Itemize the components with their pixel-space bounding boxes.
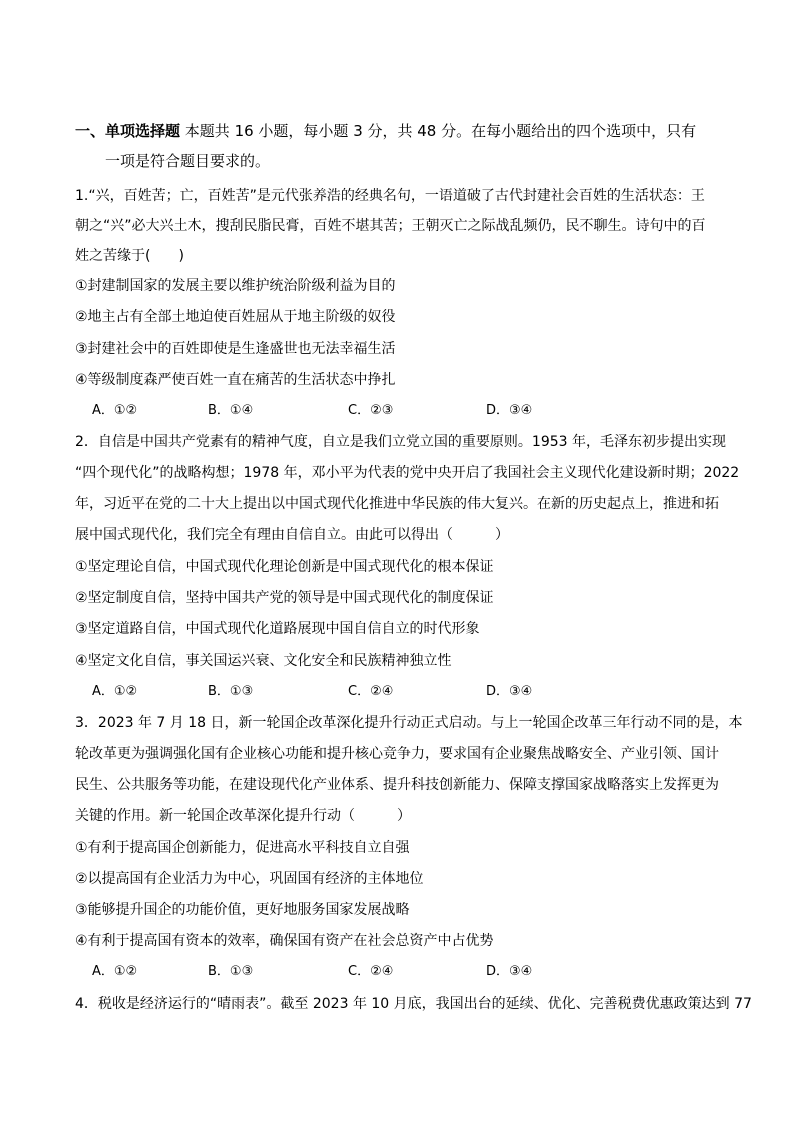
- question-2-stem-line-2: “四个现代化”的战略构想；1978 年，邓小平为代表的党中央开启了我国社会主义现代化建设新时期；2022: [75, 465, 740, 481]
- question-3-stem-line-4: 关键的作用。新一轮国企改革深化提升行动（ ）: [75, 808, 411, 824]
- question-3-option-c[interactable]: C．②④: [348, 964, 394, 979]
- question-4-stem-line-1: 4．税收是经济运行的“晴雨表”。截至 2023 年 10 月底，我国出台的延续、优化、完善税费优惠政策达到 77: [75, 996, 752, 1012]
- question-3-option-a[interactable]: A．①②: [92, 964, 138, 979]
- question-3-statement-1: ①有利于提高国企创新能力，促进高水平科技自立自强: [75, 840, 410, 856]
- question-2-option-c[interactable]: C．②④: [348, 684, 394, 699]
- question-1-option-b[interactable]: B．①④: [208, 403, 254, 418]
- section-heading: 一、单项选择题: [75, 122, 181, 140]
- question-3-statement-4: ④有利于提高国有资本的效率，确保国有资产在社会总资产中占优势: [75, 933, 494, 949]
- question-2-option-d[interactable]: D．③④: [486, 684, 533, 699]
- question-1-stem-line-1: 1.“兴，百姓苦；亡，百姓苦”是元代张养浩的经典名句，一语道破了古代封建社会百姓的生活状态：王: [75, 188, 705, 204]
- question-3-option-d[interactable]: D．③④: [486, 964, 533, 979]
- question-3-statement-2: ②以提高国有企业活力为中心，巩固国有经济的主体地位: [75, 871, 424, 887]
- question-2-stem-line-1: 2．自信是中国共产党素有的精神气度，自立是我们立党立国的重要原则。1953 年，毛泽东初步提出实现: [75, 434, 726, 450]
- section-description: 本题共 16 小题，每小题 3 分，共 48 分。在每小题给出的四个选项中，只有: [184, 122, 697, 140]
- question-2-option-b[interactable]: B．①③: [208, 684, 254, 699]
- question-3-stem-line-1: 3．2023 年 7 月 18 日，新一轮国企改革深化提升行动正式启动。与上一轮国企改革三年行动不同的是，本: [75, 715, 743, 731]
- question-1-statement-2: ②地主占有全部土地迫使百姓屈从于地主阶级的奴役: [75, 309, 396, 325]
- question-3-stem-line-3: 民生、公共服务等功能，在建设现代化产业体系、提升科技创新能力、保障支撑国家战略落实上发挥更为: [75, 777, 719, 793]
- question-1-option-c[interactable]: C．②③: [348, 403, 394, 418]
- question-2-statement-2: ②坚定制度自信，坚持中国共产党的领导是中国式现代化的制度保证: [75, 590, 494, 606]
- section-heading-line: [75, 120, 696, 142]
- question-2-stem-line-4: 展中国式现代化，我们完全有理由自信自立。由此可以得出（ ）: [75, 527, 509, 543]
- question-1-statement-4: ④等级制度森严使百姓一直在痛苦的生活状态中挣扎: [75, 372, 396, 388]
- question-3-stem-line-2: 轮改革更为强调强化国有企业核心功能和提升核心竞争力，要求国有企业聚焦战略安全、产业引领、国计: [75, 746, 719, 762]
- question-1-option-d[interactable]: D．③④: [486, 403, 533, 418]
- section-description-cont: 一项是符合题目要求的。: [105, 152, 271, 170]
- question-2-option-a[interactable]: A．①②: [92, 684, 138, 699]
- question-2-statement-3: ③坚定道路自信，中国式现代化道路展现中国自信自立的时代形象: [75, 621, 480, 637]
- question-1-stem-line-3: 姓之苦缘于( ): [75, 248, 184, 264]
- question-1-statement-1: ①封建制国家的发展主要以维护统治阶级利益为目的: [75, 278, 396, 294]
- question-2-statement-1: ①坚定理论自信，中国式现代化理论创新是中国式现代化的根本保证: [75, 559, 494, 575]
- question-1-statement-3: ③封建社会中的百姓即使是生逢盛世也无法幸福生活: [75, 341, 396, 357]
- question-2-stem-line-3: 年，习近平在党的二十大上提出以中国式现代化推进中华民族的伟大复兴。在新的历史起点上，推进和拓: [75, 496, 719, 512]
- question-1-stem-line-2: 朝之“兴”必大兴土木，搜刮民脂民膏，百姓不堪其苦；王朝灭亡之际战乱频仍，民不聊生。诗句中的百: [75, 218, 706, 234]
- question-3-statement-3: ③能够提升国企的功能价值，更好地服务国家发展战略: [75, 902, 410, 918]
- question-3-option-b[interactable]: B．①③: [208, 964, 254, 979]
- question-1-option-a[interactable]: A．①②: [92, 403, 138, 418]
- question-2-statement-4: ④坚定文化自信，事关国运兴衰、文化安全和民族精神独立性: [75, 653, 452, 669]
